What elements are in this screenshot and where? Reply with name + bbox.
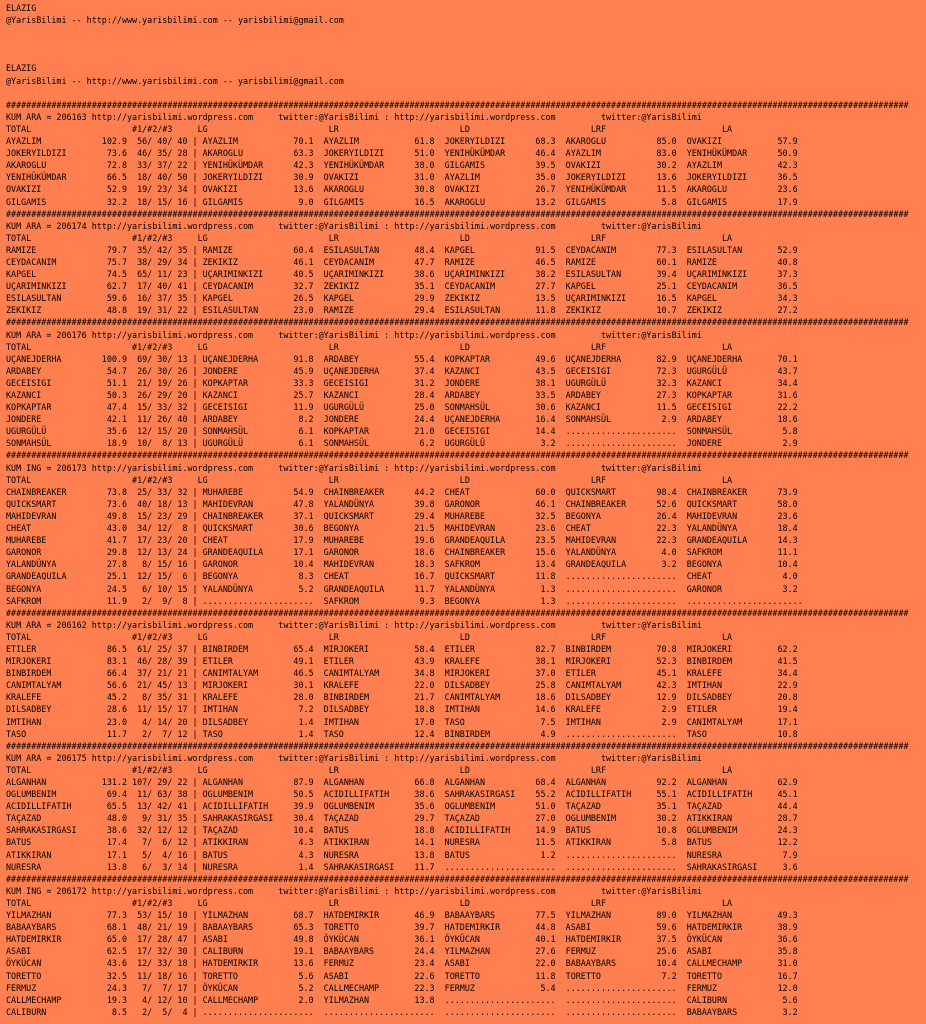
column-header-line: TOTAL #1/#2/#3 LG LR LD LRF LA [6,631,733,642]
horse-row: OGLUMBENIM 69.4 11/ 63/ 38 | OGLUMBENIM 50.5 ACIDILLIFATIH 38.6 SAHRAKASIRGASI 55.2 ACIDILLIFATIH 55.1 ACIDILLIFATIH 45.1 [6,789,798,800]
horse-row: UÇARIMINKIZI 62.7 17/ 40/ 41 | CEYDACANIM 32.7 ZEKIKIZ 35.1 CEYDACANIM 27.7 KAPGEL 25.1 CEYDACANIM 36.5 [6,281,798,292]
race-header-line: KUM ARA = 206176 http://yarisbilimi.wordpress.com twitter:@YarisBilimi : http://yarisbilimi.wordpress.com twitter:@YarisBilimi [6,329,702,340]
horse-row: YILMAZHAN 77.3 53/ 15/ 10 | YILMAZHAN 68.7 HATDEMIRKIR 46.9 BABAAYBARS 77.5 YILMAZHAN 89.0 YILMAZHAN 49.3 [6,910,798,921]
column-header-line: TOTAL #1/#2/#3 LG LR LD LRF LA [6,474,733,485]
race-header-line: KUM ARA = 206162 http://yarisbilimi.wordpress.com twitter:@YarisBilimi : http://yarisbilimi.wordpress.com twitter:@YarisBilimi [6,619,702,630]
horse-row: ESILASULTAN 59.6 16/ 37/ 35 | KAPGEL 26.5 KAPGEL 29.9 ZEKIKIZ 13.5 UÇARIMINKIZI 16.5 KAPGEL 34.3 [6,293,798,304]
horse-row: KOPKAPTAR 47.4 15/ 33/ 32 | GECEISIGI 11.9 UGURGÜLÜ 25.0 SONMAHSÜL 30.6 KAZANCI 11.5 GECEISIGI 22.2 [6,402,798,413]
column-header-line: TOTAL #1/#2/#3 LG LR LD LRF LA [6,897,733,908]
location-title: ELAZIG [6,63,37,74]
horse-row: OVAKIZI 52.9 19/ 23/ 34 | OVAKIZI 13.6 AKAROGLU 30.8 OVAKIZI 26.7 YENIHÜKÜMDAR 11.5 AKAROGLU 23.6 [6,184,798,195]
column-header-line: TOTAL #1/#2/#3 LG LR LD LRF LA [6,764,733,775]
horse-row: BINBIRDEM 66.4 37/ 21/ 21 | CANIMTALYAM 46.5 CANIMTALYAM 34.8 MIRJOKERI 37.0 ETILER 45.1 KRALEFE 34.4 [6,668,798,679]
horse-row: ASABI 62.5 17/ 32/ 30 | CALIBURN 19.1 BABAAYBARS 24.4 YILMAZHAN 27.6 FERMUZ 25.6 ASABI 35.8 [6,946,798,957]
race-header-line: KUM ING = 206172 http://yarisbilimi.wordpress.com twitter:@YarisBilimi : http://yarisbilimi.wordpress.com twitter:@YarisBilimi [6,885,702,896]
horse-row: ÖYKÜCAN 43.6 12/ 33/ 18 | HATDEMIRKIR 13.6 FERMUZ 23.4 ASABI 22.0 BABAAYBARS 10.4 CALLMECHAMP 31.0 [6,958,798,969]
horse-row: ETILER 86.5 61/ 25/ 37 | BINBIRDEM 65.4 MIRJOKERI 58.4 ETILER 82.7 BINBIRDEM 70.8 MIRJOKERI 62.2 [6,643,798,654]
horse-row: CALIBURN 8.5 2/ 5/ 4 | ...................... ...................... ...................... ...................... BABAAYBARS 3.2 [6,1006,798,1017]
location-title: ELAZIG [6,3,37,13]
horse-row: ATIKKIRAN 17.1 5/ 4/ 16 | BATUS 4.3 NURESRA 13.8 BATUS 1.2 ...................... NURESRA 7.9 [6,849,798,860]
horse-row: RAMIZE 79.7 35/ 42/ 35 | RAMIZE 60.4 ESILASULTAN 48.4 KAPGEL 91.5 CEYDACANIM 77.3 ESILASULTAN 52.9 [6,244,798,255]
race-header-line: KUM ING = 206173 http://yarisbilimi.wordpress.com twitter:@YarisBilimi : http://yarisbilimi.wordpress.com twitter:@YarisBilimi [6,462,702,473]
horse-row: CANIMTALYAM 56.6 21/ 45/ 13 | MIRJOKERI 30.1 KRALEFE 22.0 DILSADBEY 25.8 CANIMTALYAM 42.3 IMTIHAN 22.9 [6,680,798,691]
horse-row: JONDERE 42.1 11/ 26/ 40 | ARDABEY 8.2 JONDERE 24.4 UÇANEJDERHA 16.4 SONMAHSÜL 2.9 ARDABEY 18.6 [6,414,798,425]
separator-line: ################################################################################################################################################################################### [6,607,909,618]
horse-row: MAHIDEVRAN 49.8 15/ 23/ 29 | CHAINBREAKER 37.1 QUICKSMART 29.4 MUHAREBE 32.5 BEGONYA 26.4 MAHIDEVRAN 23.6 [6,510,798,521]
horse-row: FERMUZ 24.3 7/ 7/ 17 | ÖYKÜCAN 5.2 CALLMECHAMP 22.3 FERMUZ 5.4 ...................... FERMUZ 12.0 [6,982,798,993]
horse-row: TAÇAZAD 48.0 9/ 31/ 35 | SAHRAKASIRGASI 30.4 TAÇAZAD 29.7 TAÇAZAD 27.0 OGLUMBENIM 30.2 ATIKKIRAN 28.7 [6,813,798,824]
horse-row: TORETTO 32.5 11/ 18/ 16 | TORETTO 5.6 ASABI 22.6 TORETTO 11.8 TORETTO 7.2 TORETTO 16.7 [6,970,798,981]
horse-row: AKAROGLU 72.8 33/ 37/ 22 | YENIHÜKÜMDAR 42.3 YENIHÜKÜMDAR 38.0 GILGAMIS 39.5 OVAKIZI 30.2 AYAZLIM 42.3 [6,160,798,171]
horse-row: ALGANHAN 131.2 107/ 29/ 22 | ALGANHAN 87.9 ALGANHAN 66.8 ALGANHAN 68.4 ALGANHAN 92.2 ALGANHAN 62.9 [6,777,798,787]
horse-row: CHAINBREAKER 73.8 25/ 33/ 32 | MUHAREBE 54.9 CHAINBREAKER 44.2 CHEAT 60.0 QUICKSMART 98.4 CHAINBREAKER 73.9 [6,486,798,497]
horse-row: CHEAT 43.0 34/ 12/ 8 | QUICKSMART 30.6 BEGONYA 21.5 MAHIDEVRAN 23.6 CHEAT 22.3 YALANDÜNYA 18.4 [6,523,798,534]
contact-line: @YarisBilimi -- http://www.yarisbilimi.com -- yarisbilimi@gmail.com [6,75,344,86]
horse-row: DILSADBEY 28.6 11/ 15/ 17 | IMTIHAN 7.2 DILSADBEY 18.8 IMTIHAN 14.6 KRALEFE 2.9 ETILER 19.4 [6,704,798,715]
horse-row: BABAAYBARS 68.1 48/ 21/ 19 | BABAAYBARS 65.3 TORETTO 39.7 HATDEMIRKIR 44.8 ASABI 59.6 HATDEMIRKIR 38.9 [6,922,798,933]
horse-row: KAPGEL 74.5 65/ 11/ 23 | UÇARIMINKIZI 40.5 UÇARIMINKIZI 38.6 UÇARIMINKIZI 38.2 ESILASULTAN 39.4 UÇARIMINKIZI 37.3 [6,269,798,280]
horse-row: AYAZLIM 102.9 56/ 40/ 40 | AYAZLIM 70.1 AYAZLIM 61.8 JOKERYILDIZI 68.3 AKAROGLU 85.0 OVAKIZI 57.9 [6,136,798,147]
contact-line: @YarisBilimi -- http://www.yarisbilimi.com -- yarisbilimi@gmail.com [6,15,344,26]
horse-row: MUHAREBE 41.7 17/ 23/ 20 | CHEAT 17.9 MUHAREBE 19.6 GRANDEAQUILA 23.5 MAHIDEVRAN 22.3 GRANDEAQUILA 14.3 [6,535,798,546]
horse-row: HATDEMIRKIR 65.0 17/ 28/ 47 | ASABI 49.8 ÖYKÜCAN 36.1 ÖYKÜCAN 40.1 HATDEMIRKIR 37.5 ÖYKÜCAN 36.6 [6,934,798,945]
horse-row: ZEKIKIZ 48.8 19/ 31/ 22 | ESILASULTAN 23.0 RAMIZE 29.4 ESILASULTAN 11.8 ZEKIKIZ 10.7 ZEKIKIZ 27.2 [6,305,798,316]
horse-row: NURESRA 13.8 6/ 3/ 14 | NURESRA 1.4 SAHRAKASIRGASI 11.7 ...................... ...................... SAHRAKASIRGASI 3.6 [6,861,798,872]
horse-row: UGURGÜLÜ 35.6 12/ 15/ 20 | SONMAHSÜL 6.1 KOPKAPTAR 21.0 GECEISIGI 14.4 ...................... SONMAHSÜL 5.8 [6,426,798,437]
horse-row: UÇANEJDERHA 100.9 69/ 30/ 13 | UÇANEJDERHA 91.8 ARDABEY 55.4 KOPKAPTAR 49.6 UÇANEJDERHA 82.9 UÇANEJDERHA 70.1 [6,353,798,364]
horse-row: SAFKROM 11.9 2/ 9/ 8 | ...................... SAFKROM 9.3 BEGONYA 1.3 ...................... ....................... [6,595,803,606]
horse-row: GECEISIGI 51.1 21/ 19/ 26 | KOPKAPTAR 33.3 GECEISIGI 31.2 JONDERE 38.1 UGURGÜLÜ 32.3 KAZANCI 34.4 [6,377,798,388]
horse-row: QUICKSMART 73.6 40/ 18/ 13 | MAHIDEVRAN 47.8 YALANDÜNYA 39.8 GARONOR 46.1 CHAINBREAKER 52.6 QUICKSMART 58.0 [6,498,798,509]
horse-row: JOKERYILDIZI 73.6 46/ 35/ 28 | AKAROGLU 63.3 JOKERYILDIZI 51.0 YENIHÜKÜMDAR 46.4 AYAZLIM 83.0 YENIHÜKÜMDAR 50.9 [6,148,798,159]
separator-line: ################################################################################################################################################################################### [6,99,909,110]
horse-row: ARDABEY 54.7 26/ 30/ 26 | JONDERE 45.9 UÇANEJDERHA 37.4 KAZANCI 43.5 GECEISIGI 72.3 UGURGÜLÜ 43.7 [6,365,798,376]
horse-row: KAZANCI 50.3 26/ 29/ 20 | KAZANCI 25.7 KAZANCI 28.4 ARDABEY 33.5 ARDABEY 27.3 KOPKAPTAR 31.6 [6,390,798,400]
separator-line: ################################################################################################################################################################################### [6,740,909,751]
horse-row: YALANDÜNYA 27.8 8/ 15/ 16 | GARONOR 10.4 MAHIDEVRAN 18.3 SAFKROM 13.4 GRANDEAQUILA 3.2 BEGONYA 10.4 [6,559,798,570]
horse-row: IMTIHAN 23.0 4/ 14/ 20 | DILSADBEY 1.4 IMTIHAN 17.0 TASO 7.5 IMTIHAN 2.9 CANIMTALYAM 17.1 [6,716,798,727]
horse-row: ACIDILLIFATIH 65.5 13/ 42/ 41 | ACIDILLIFATIH 39.9 OGLUMBENIM 35.6 OGLUMBENIM 51.0 TAÇAZAD 35.1 TAÇAZAD 44.4 [6,801,798,812]
horse-row: KRALEFE 45.2 8/ 35/ 31 | KRALEFE 28.0 BINBIRDEM 21.7 CANIMTALYAM 18.6 DILSADBEY 12.9 DILSADBEY 20.8 [6,692,798,703]
horse-row: GARONOR 29.8 12/ 13/ 24 | GRANDEAQUILA 17.1 GARONOR 18.6 CHAINBREAKER 15.6 YALANDÜNYA 4.0 SAFKROM 11.1 [6,547,798,558]
race-header-line: KUM ARA = 206163 http://yarisbilimi.wordpress.com twitter:@YarisBilimi : http://yarisbilimi.wordpress.com twitter:@YarisBilimi [6,111,702,122]
race-header-line: KUM ARA = 206175 http://yarisbilimi.wordpress.com twitter:@YarisBilimi : http://yarisbilimi.wordpress.com twitter:@YarisBilimi [6,752,702,763]
column-header-line: TOTAL #1/#2/#3 LG LR LD LRF LA [6,341,733,352]
column-header-line: TOTAL #1/#2/#3 LG LR LD LRF LA [6,123,733,134]
column-header-line: TOTAL #1/#2/#3 LG LR LD LRF LA [6,232,733,243]
separator-line: ################################################################################################################################################################################### [6,450,909,461]
horse-row: GILGAMIS 32.2 18/ 15/ 16 | GILGAMIS 9.0 GILGAMIS 16.5 AKAROGLU 13.2 GILGAMIS 5.8 GILGAMIS 17.9 [6,196,798,207]
horse-row: CEYDACANIM 75.7 38/ 29/ 34 | ZEKIKIZ 46.1 CEYDACANIM 47.7 RAMIZE 46.5 RAMIZE 60.1 RAMIZE 40.8 [6,256,798,267]
separator-line: ################################################################################################################################################################################### [6,873,909,884]
horse-row: SONMAHSÜL 18.9 10/ 8/ 13 | UGURGÜLÜ 6.1 SONMAHSÜL 6.2 UGURGÜLÜ 3.2 ...................... JONDERE 2.9 [6,438,798,449]
horse-row: CALLMECHAMP 19.3 4/ 12/ 10 | CALLMECHAMP 2.0 YILMAZHAN 13.8 ...................... ...................... CALIBURN 5.6 [6,994,798,1005]
race-header-line: KUM ARA = 206174 http://yarisbilimi.wordpress.com twitter:@YarisBilimi : http://yarisbilimi.wordpress.com twitter:@YarisBilimi [6,220,702,231]
horse-row: SAHRAKASIRGASI 38.6 32/ 12/ 12 | TAÇAZAD 10.4 BATUS 18.8 ACIDILLIFATIH 14.9 BATUS 10.8 OGLUMBENIM 24.3 [6,825,798,836]
horse-row: BEGONYA 24.5 6/ 10/ 15 | YALANDÜNYA 5.2 GRANDEAQUILA 11.7 YALANDÜNYA 1.3 ...................... GARONOR 3.2 [6,583,798,594]
horse-row: TASO 11.7 2/ 7/ 12 | TASO 1.4 TASO 12.4 BINBIRDEM 4.9 ...................... TASO 10.8 [6,728,798,739]
horse-row: BATUS 17.4 7/ 6/ 12 | ATIKKIRAN 4.3 ATIKKIRAN 14.1 NURESRA 11.5 ATIKKIRAN 5.8 BATUS 12.2 [6,837,798,848]
horse-row: GRANDEAQUILA 25.1 12/ 15/ 6 | BEGONYA 8.3 CHEAT 16.7 QUICKSMART 11.8 ...................... CHEAT 4.0 [6,571,798,582]
separator-line: ################################################################################################################################################################################### [6,317,909,328]
separator-line: ################################################################################################################################################################################### [6,208,909,219]
horse-row: MIRJOKERI 83.1 46/ 28/ 39 | ETILER 49.1 ETILER 43.9 KRALEFE 38.1 MIRJOKERI 52.3 BINBIRDEM 41.5 [6,656,798,667]
horse-row: YENIHÜKÜMDAR 66.5 18/ 40/ 50 | JOKERYILDIZI 30.9 OVAKIZI 31.0 AYAZLIM 35.0 JOKERYILDIZI 13.6 JOKERYILDIZI 36.5 [6,172,798,183]
